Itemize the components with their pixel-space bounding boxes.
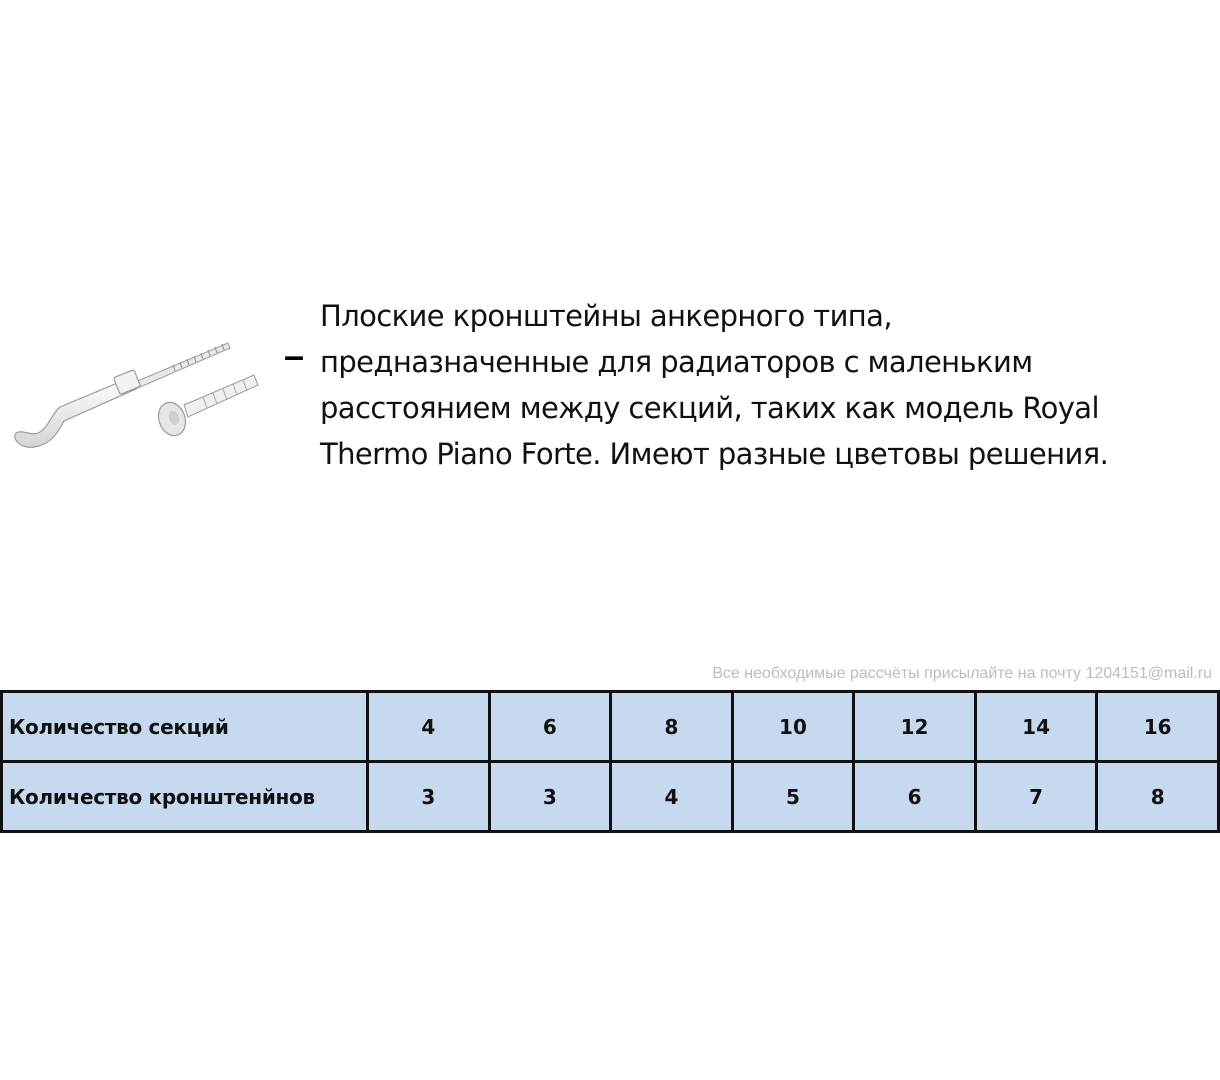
description-line: предназначенные для радиаторов с маленьким xyxy=(320,345,1033,379)
table-cell: 12 xyxy=(854,692,976,762)
description-line: расстоянием между секций, таких как модель Royal xyxy=(320,391,1099,425)
table-cell: 4 xyxy=(368,692,490,762)
description-line: Thermo Piano Forte. Имеют разные цветовы решения. xyxy=(320,437,1109,471)
dowel-icon xyxy=(154,375,258,439)
table-cell: 3 xyxy=(489,762,611,832)
table-cell: 7 xyxy=(975,762,1097,832)
description-line: Плоские кронштейны анкерного типа, xyxy=(320,299,892,333)
table-cell: 16 xyxy=(1097,692,1219,762)
table-cell: 3 xyxy=(368,762,490,832)
table-row xyxy=(2,692,1219,762)
table-cell: 5 xyxy=(732,762,854,832)
row-label-sections: Количество секций xyxy=(2,692,368,762)
row-label-brackets: Количество кронштенйнов xyxy=(2,762,368,832)
table-cell: 14 xyxy=(975,692,1097,762)
table-cell: 10 xyxy=(732,692,854,762)
sections-brackets-table xyxy=(0,690,1220,833)
threaded-rod-icon xyxy=(128,343,230,391)
table-cell: 4 xyxy=(611,762,733,832)
table-row xyxy=(2,762,1219,832)
table-cell: 6 xyxy=(854,762,976,832)
table-cell: 8 xyxy=(611,692,733,762)
product-description xyxy=(320,293,1215,477)
anchor-bracket-image xyxy=(8,325,280,475)
table-cell: 6 xyxy=(489,692,611,762)
dash-marker: – xyxy=(284,335,305,376)
contact-note: Все необходимые рассчёты присылайте на почту 1204151@mail.ru xyxy=(712,665,1212,682)
table-cell: 8 xyxy=(1097,762,1219,832)
